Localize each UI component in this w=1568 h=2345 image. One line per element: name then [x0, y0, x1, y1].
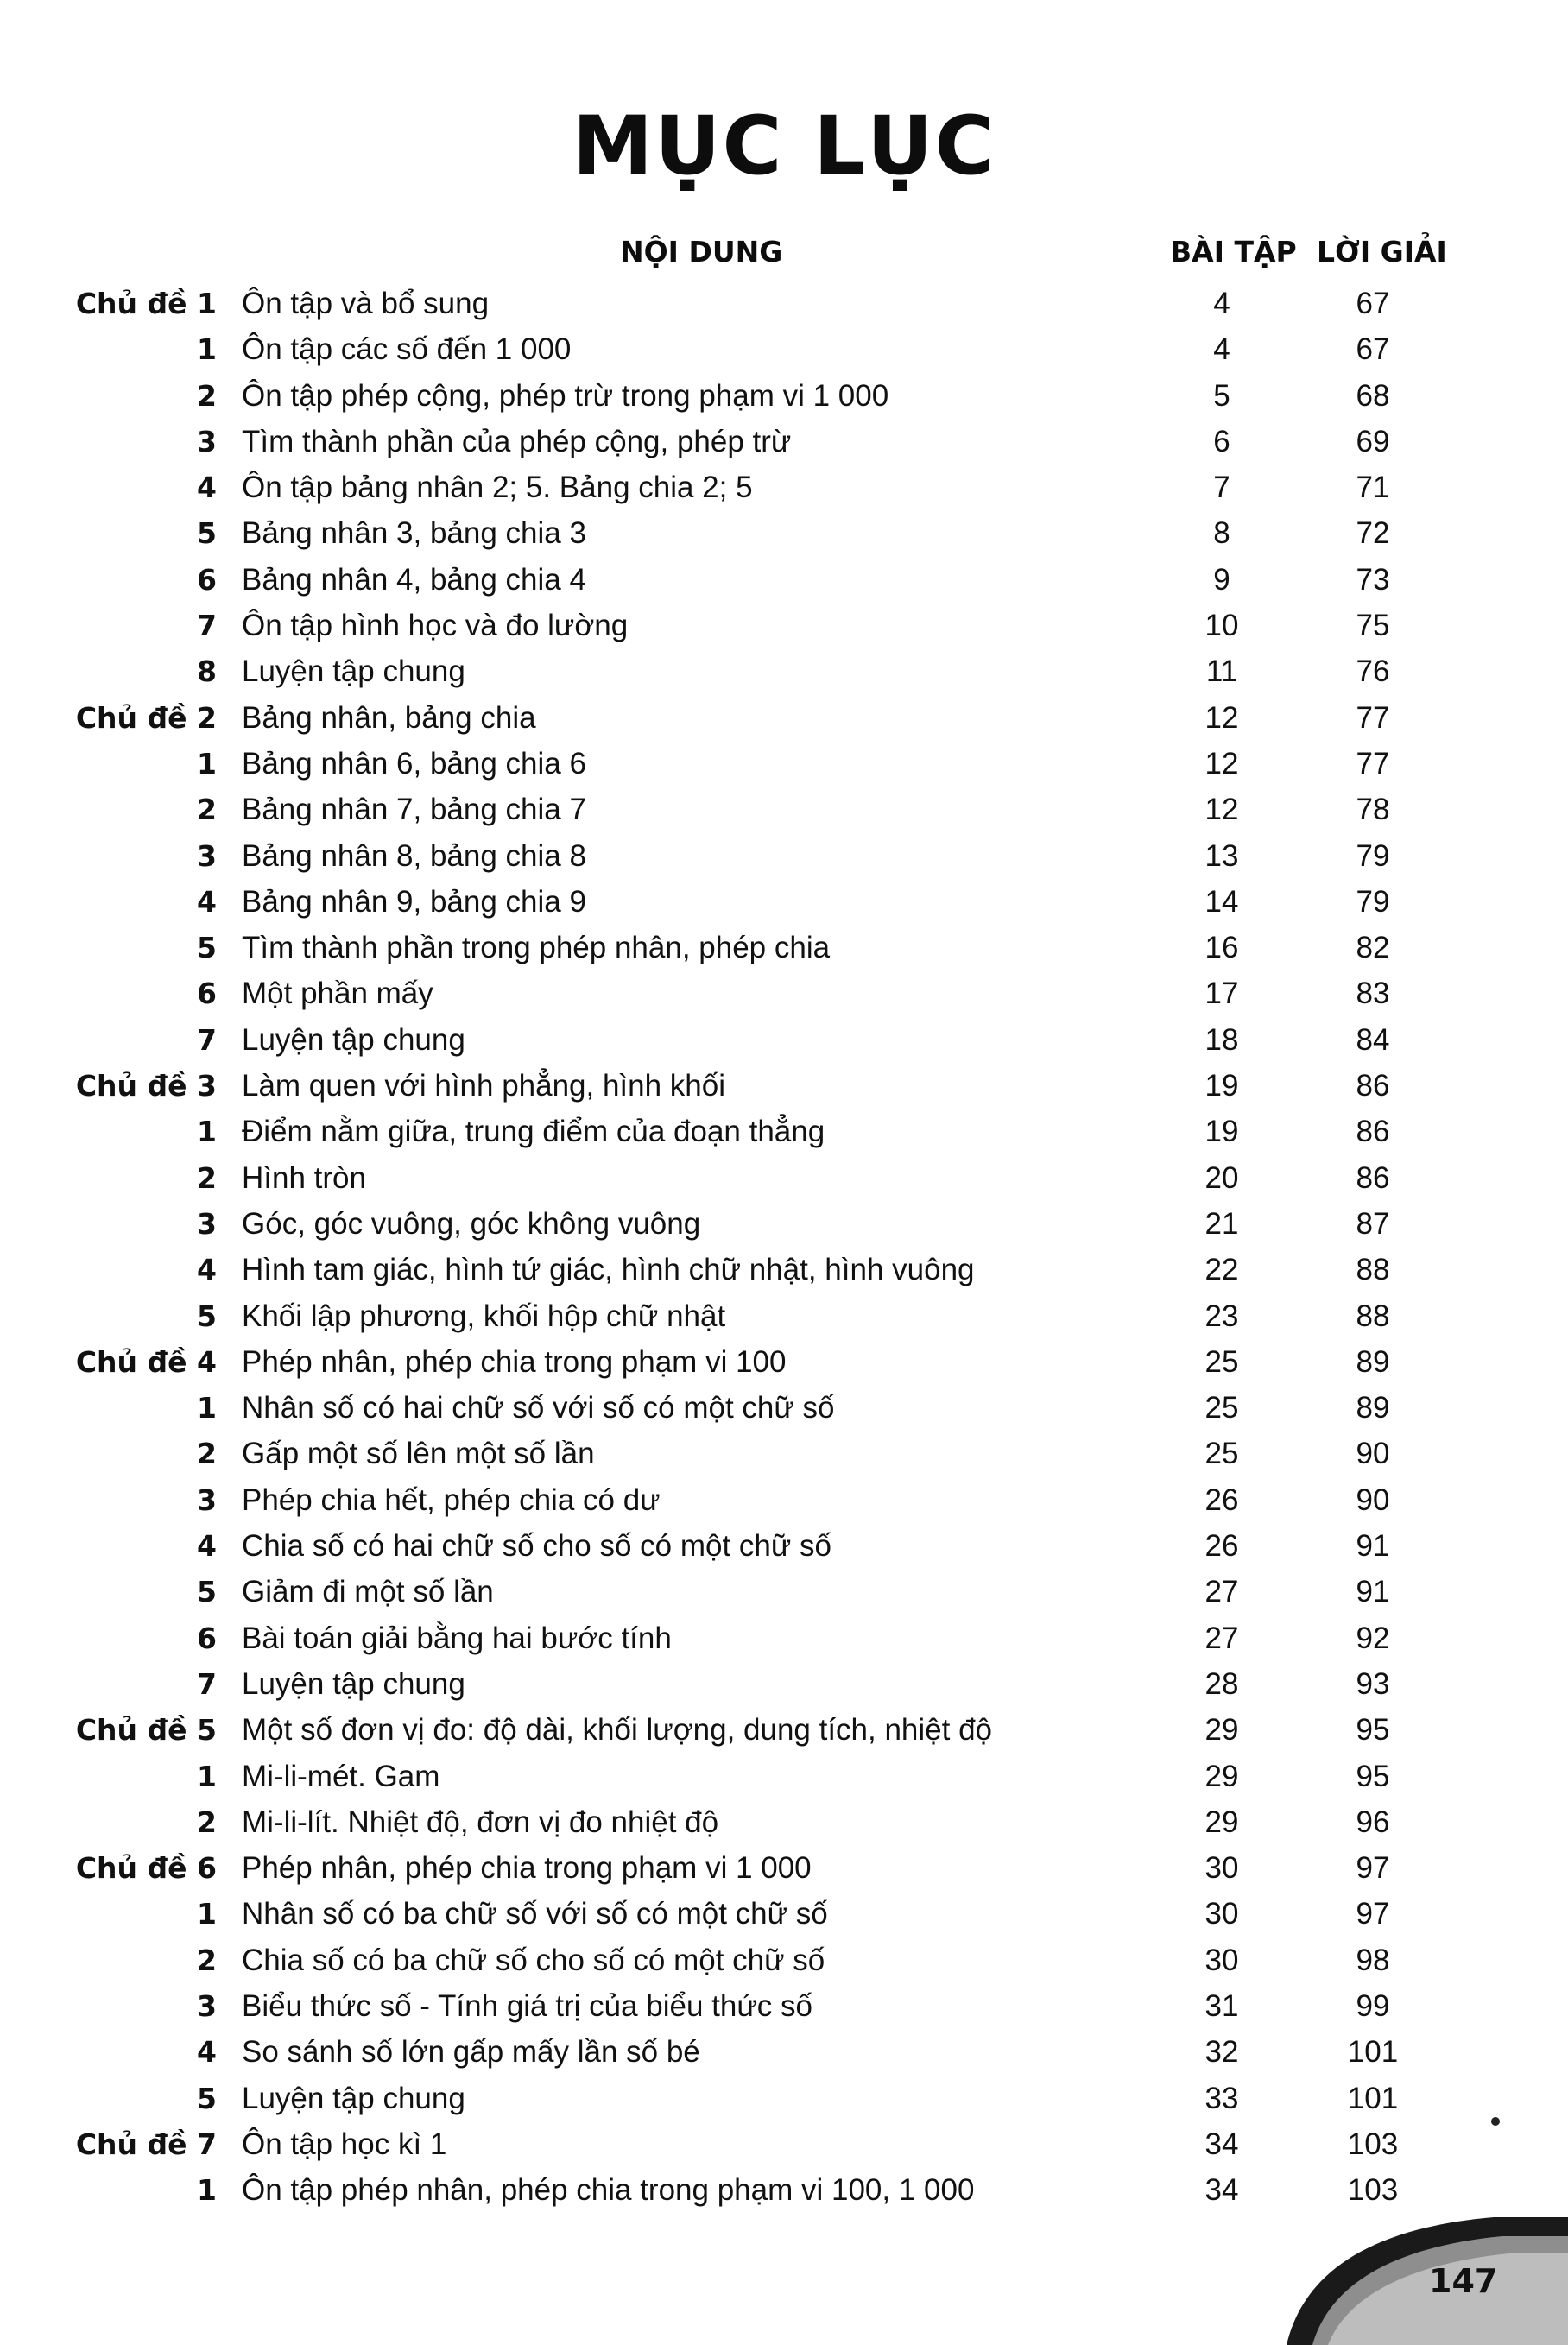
toc-exercise-page: 13 — [1204, 838, 1239, 873]
toc-exercise-page: 4 — [1213, 287, 1230, 320]
toc-title: Tìm thành phần của phép cộng, phép trừ — [242, 424, 792, 458]
toc-title: Bảng nhân 4, bảng chia 4 — [242, 562, 586, 597]
toc-exercise-page: 20 — [1204, 1160, 1239, 1195]
toc-exercise-page: 25 — [1204, 1437, 1239, 1471]
toc-solution-page: 89 — [1356, 1344, 1390, 1379]
toc-solution-page: 68 — [1356, 378, 1390, 413]
toc-title: Một phần mấy — [242, 977, 433, 1011]
toc-title: Phép nhân, phép chia trong phạm vi 1 000 — [242, 1851, 812, 1886]
toc-row — [0, 373, 1568, 419]
toc-exercise-page: 10 — [1204, 609, 1239, 643]
toc-solution-page: 86 — [1356, 1069, 1390, 1103]
toc-row — [0, 1247, 1568, 1293]
toc-title: Chia số có hai chữ số cho số có một chữ số — [242, 1529, 832, 1564]
toc-title: Mi-li-mét. Gam — [242, 1759, 440, 1793]
toc-title: Làm quen với hình phẳng, hình khối — [242, 1069, 726, 1103]
toc-exercise-page: 33 — [1204, 2081, 1239, 2115]
toc-exercise-page: 22 — [1204, 1253, 1239, 1287]
toc-row — [0, 419, 1568, 465]
toc-row — [0, 2029, 1568, 2075]
toc-row — [0, 603, 1568, 648]
toc-solution-page: 77 — [1356, 700, 1390, 735]
toc-row — [0, 970, 1568, 1016]
toc-title: Nhân số có ba chữ số với số có một chữ số — [242, 1897, 828, 1931]
toc-exercise-page: 4 — [1213, 332, 1230, 367]
toc-exercise-page: 30 — [1204, 1851, 1239, 1886]
toc-row — [0, 1615, 1568, 1661]
toc-row — [0, 648, 1568, 694]
toc-exercise-page: 29 — [1204, 1759, 1239, 1793]
toc-row — [0, 1201, 1568, 1247]
toc-title: Tìm thành phần trong phép nhân, phép chia — [242, 931, 831, 965]
toc-label: 4 — [197, 1529, 217, 1564]
header-exercise: BÀI TẬP — [1170, 235, 1297, 269]
toc-solution-page: 87 — [1356, 1206, 1390, 1241]
page-title: MỤC LỤC — [572, 99, 996, 193]
toc-row — [0, 1155, 1568, 1201]
toc-title: Một số đơn vị đo: độ dài, khối lượng, dung tích, nhiệt độ — [242, 1713, 993, 1748]
toc-label: 2 — [197, 1805, 217, 1839]
toc-solution-page: 90 — [1356, 1482, 1390, 1517]
toc-solution-page: 97 — [1356, 1897, 1390, 1931]
toc-row — [0, 741, 1568, 787]
toc-solution-page: 93 — [1356, 1666, 1390, 1701]
toc-exercise-page: 7 — [1213, 471, 1230, 505]
toc-label: 2 — [197, 1943, 217, 1977]
toc-label: 6 — [197, 977, 217, 1011]
toc-row — [0, 1017, 1568, 1063]
toc-row — [0, 787, 1568, 832]
toc-solution-page: 91 — [1356, 1575, 1390, 1609]
toc-solution-page: 67 — [1356, 332, 1390, 367]
toc-label: 2 — [197, 1437, 217, 1471]
toc-row — [0, 695, 1568, 741]
toc-title: Khối lập phương, khối hộp chữ nhật — [242, 1299, 726, 1333]
toc-solution-page: 67 — [1356, 287, 1390, 320]
toc-title: Bảng nhân 3, bảng chia 3 — [242, 516, 586, 551]
toc-row — [0, 1845, 1568, 1891]
toc-label: 4 — [197, 1253, 217, 1287]
toc-row — [0, 1799, 1568, 1845]
toc-exercise-page: 23 — [1204, 1299, 1239, 1333]
toc-row — [0, 879, 1568, 925]
toc-title: Bảng nhân 7, bảng chia 7 — [242, 793, 586, 827]
toc-exercise-page: 5 — [1213, 378, 1230, 413]
toc-label: 5 — [197, 2081, 217, 2115]
toc-title: Mi-li-lít. Nhiệt độ, đơn vị đo nhiệt độ — [242, 1805, 719, 1839]
toc-row — [0, 557, 1568, 603]
toc-solution-page: 83 — [1356, 977, 1390, 1011]
toc-label: 3 — [197, 1482, 217, 1517]
toc-label: Chủ đề 4 — [75, 1344, 217, 1379]
toc-title: Hình tam giác, hình tứ giác, hình chữ nhật, hình vuông — [242, 1253, 975, 1287]
toc-row — [0, 1431, 1568, 1476]
toc-label: 4 — [197, 471, 217, 505]
toc-label: Chủ đề 2 — [75, 700, 217, 735]
toc-solution-page: 99 — [1356, 1988, 1390, 2023]
toc-label: 7 — [197, 1022, 217, 1057]
toc-label: 3 — [197, 838, 217, 873]
toc-label: 5 — [197, 516, 217, 551]
toc-solution-page: 95 — [1356, 1759, 1390, 1793]
toc-row — [0, 925, 1568, 970]
toc-solution-page: 72 — [1356, 516, 1390, 551]
toc-label: 1 — [197, 332, 217, 367]
toc-label: 7 — [197, 1666, 217, 1701]
toc-solution-page: 69 — [1356, 424, 1390, 458]
toc-label: 5 — [197, 1575, 217, 1609]
toc-title: Phép chia hết, phép chia có dư — [242, 1482, 661, 1517]
toc-solution-page: 101 — [1347, 2081, 1399, 2115]
toc-solution-page: 101 — [1347, 2035, 1399, 2070]
toc-exercise-page: 30 — [1204, 1943, 1239, 1977]
toc-exercise-page: 8 — [1213, 516, 1230, 551]
toc-label: 3 — [197, 1988, 217, 2023]
toc-title: So sánh số lớn gấp mấy lần số bé — [242, 2035, 700, 2070]
toc-exercise-page: 26 — [1204, 1482, 1239, 1517]
toc-label: 8 — [197, 654, 217, 689]
toc-label: 5 — [197, 1299, 217, 1333]
toc-title: Bảng nhân 8, bảng chia 8 — [242, 838, 586, 873]
toc-label: 1 — [197, 1391, 217, 1425]
toc-exercise-page: 34 — [1204, 2127, 1239, 2161]
toc-solution-page: 75 — [1356, 609, 1390, 643]
toc-exercise-page: 21 — [1204, 1206, 1239, 1241]
toc-label: 7 — [197, 609, 217, 643]
toc-label: 1 — [197, 2173, 217, 2208]
toc-solution-page: 76 — [1356, 654, 1390, 689]
toc-row — [0, 2167, 1568, 2213]
toc-row — [0, 1891, 1568, 1937]
toc-row — [0, 1063, 1568, 1109]
toc-exercise-page: 17 — [1204, 977, 1239, 1011]
toc-solution-page: 89 — [1356, 1391, 1390, 1425]
toc-label: 2 — [197, 378, 217, 413]
toc-row — [0, 1523, 1568, 1569]
toc-label: 1 — [197, 746, 217, 781]
toc-label: 1 — [197, 1897, 217, 1931]
toc-title: Chia số có ba chữ số cho số có một chữ số — [242, 1943, 825, 1977]
toc-label: Chủ đề 7 — [75, 2127, 217, 2161]
toc-exercise-page: 25 — [1204, 1344, 1239, 1379]
toc-exercise-page: 9 — [1213, 562, 1230, 597]
toc-exercise-page: 19 — [1204, 1069, 1239, 1103]
toc-label: 4 — [197, 884, 217, 919]
toc-row — [0, 1477, 1568, 1523]
toc-exercise-page: 16 — [1204, 931, 1239, 965]
toc-exercise-page: 27 — [1204, 1621, 1239, 1655]
toc-row — [0, 1754, 1568, 1799]
toc-row — [0, 1293, 1568, 1339]
toc-title: Luyện tập chung — [242, 1666, 465, 1701]
toc-label: 1 — [197, 1759, 217, 1793]
toc-title: Phép nhân, phép chia trong phạm vi 100 — [242, 1344, 787, 1379]
toc-solution-page: 71 — [1356, 471, 1390, 505]
toc-row — [0, 510, 1568, 556]
header-solution: LỜI GIẢI — [1317, 235, 1447, 269]
toc-title: Ôn tập hình học và đo lường — [242, 609, 629, 643]
toc-exercise-page: 32 — [1204, 2035, 1239, 2070]
toc-exercise-page: 12 — [1204, 793, 1239, 827]
toc-solution-page: 95 — [1356, 1713, 1390, 1748]
toc-solution-page: 79 — [1356, 838, 1390, 873]
toc-solution-page: 98 — [1356, 1943, 1390, 1977]
toc-row — [0, 281, 1568, 326]
toc-title: Điểm nằm giữa, trung điểm của đoạn thẳng — [242, 1115, 825, 1149]
toc-label: 6 — [197, 562, 217, 597]
toc-label: 3 — [197, 424, 217, 458]
toc-title: Nhân số có hai chữ số với số có một chữ số — [242, 1391, 835, 1425]
toc-title: Ôn tập các số đến 1 000 — [242, 332, 572, 367]
toc-row — [0, 1569, 1568, 1615]
toc-label: 6 — [197, 1621, 217, 1655]
toc-row — [0, 1385, 1568, 1431]
toc-title: Hình tròn — [242, 1160, 366, 1195]
toc-exercise-page: 29 — [1204, 1805, 1239, 1839]
toc-solution-page: 103 — [1347, 2127, 1399, 2161]
toc-title: Ôn tập phép nhân, phép chia trong phạm vi 100, 1 000 — [242, 2173, 975, 2208]
toc-title: Ôn tập học kì 1 — [242, 2127, 447, 2161]
toc-solution-page: 73 — [1356, 562, 1390, 597]
toc-title: Góc, góc vuông, góc không vuông — [242, 1206, 701, 1241]
toc-exercise-page: 28 — [1204, 1666, 1239, 1701]
toc-exercise-page: 12 — [1204, 700, 1239, 735]
toc-solution-page: 86 — [1356, 1115, 1390, 1149]
toc-title: Ôn tập phép cộng, phép trừ trong phạm vi 1 000 — [242, 378, 889, 413]
toc-title: Bảng nhân 6, bảng chia 6 — [242, 746, 586, 781]
toc-row — [0, 2076, 1568, 2121]
toc-exercise-page: 12 — [1204, 746, 1239, 781]
table-of-contents — [0, 281, 1568, 2213]
toc-row — [0, 1983, 1568, 2029]
toc-label: Chủ đề 6 — [75, 1851, 217, 1886]
toc-solution-page: 97 — [1356, 1851, 1390, 1886]
toc-solution-page: 84 — [1356, 1022, 1390, 1057]
toc-title: Biểu thức số - Tính giá trị của biểu thức số — [242, 1988, 812, 2023]
toc-solution-page: 82 — [1356, 931, 1390, 965]
toc-exercise-page: 14 — [1204, 884, 1239, 919]
toc-exercise-page: 18 — [1204, 1022, 1239, 1057]
toc-solution-page: 79 — [1356, 884, 1390, 919]
page-number: 147 — [1429, 2262, 1498, 2300]
toc-title: Giảm đi một số lần — [242, 1575, 494, 1609]
toc-title: Luyện tập chung — [242, 1022, 465, 1057]
toc-label: Chủ đề 5 — [75, 1713, 217, 1748]
ink-dot — [1491, 2117, 1500, 2126]
toc-exercise-page: 19 — [1204, 1115, 1239, 1149]
toc-solution-page: 103 — [1347, 2173, 1399, 2208]
toc-label: 4 — [197, 2035, 217, 2070]
toc-exercise-page: 27 — [1204, 1575, 1239, 1609]
toc-solution-page: 88 — [1356, 1299, 1390, 1333]
toc-label: 3 — [197, 1206, 217, 1241]
toc-title: Bài toán giải bằng hai bước tính — [242, 1621, 672, 1655]
toc-exercise-page: 25 — [1204, 1391, 1239, 1425]
toc-exercise-page: 30 — [1204, 1897, 1239, 1931]
toc-label: Chủ đề 3 — [75, 1069, 217, 1103]
toc-solution-page: 88 — [1356, 1253, 1390, 1287]
page-corner-decoration — [1278, 2210, 1568, 2345]
toc-label: 2 — [197, 793, 217, 827]
toc-exercise-page: 29 — [1204, 1713, 1239, 1748]
toc-row — [0, 465, 1568, 510]
toc-solution-page: 90 — [1356, 1437, 1390, 1471]
toc-exercise-page: 6 — [1213, 424, 1230, 458]
toc-exercise-page: 11 — [1205, 654, 1238, 689]
toc-title: Luyện tập chung — [242, 2081, 465, 2115]
toc-solution-page: 92 — [1356, 1621, 1390, 1655]
toc-row — [0, 1109, 1568, 1154]
toc-solution-page: 91 — [1356, 1529, 1390, 1564]
toc-row — [0, 2121, 1568, 2167]
toc-row — [0, 326, 1568, 372]
toc-solution-page: 78 — [1356, 793, 1390, 827]
toc-solution-page: 77 — [1356, 746, 1390, 781]
toc-title: Ôn tập và bổ sung — [242, 287, 490, 320]
toc-solution-page: 86 — [1356, 1160, 1390, 1195]
toc-title: Gấp một số lên một số lần — [242, 1437, 595, 1471]
toc-label: 2 — [197, 1160, 217, 1195]
toc-label: 1 — [197, 1115, 217, 1149]
toc-exercise-page: 31 — [1204, 1988, 1239, 2023]
toc-title: Bảng nhân 9, bảng chia 9 — [242, 884, 586, 919]
toc-row — [0, 833, 1568, 879]
toc-exercise-page: 34 — [1204, 2173, 1239, 2208]
toc-title: Luyện tập chung — [242, 654, 465, 689]
header-content: NỘI DUNG — [620, 235, 783, 269]
toc-title: Bảng nhân, bảng chia — [242, 700, 536, 735]
toc-label: 5 — [197, 931, 217, 965]
toc-row — [0, 1707, 1568, 1753]
toc-row — [0, 1937, 1568, 1983]
toc-label: Chủ đề 1 — [75, 287, 217, 320]
toc-row — [0, 1339, 1568, 1385]
toc-solution-page: 96 — [1356, 1805, 1390, 1839]
toc-title: Ôn tập bảng nhân 2; 5. Bảng chia 2; 5 — [242, 471, 753, 505]
toc-row — [0, 1661, 1568, 1707]
toc-exercise-page: 26 — [1204, 1529, 1239, 1564]
